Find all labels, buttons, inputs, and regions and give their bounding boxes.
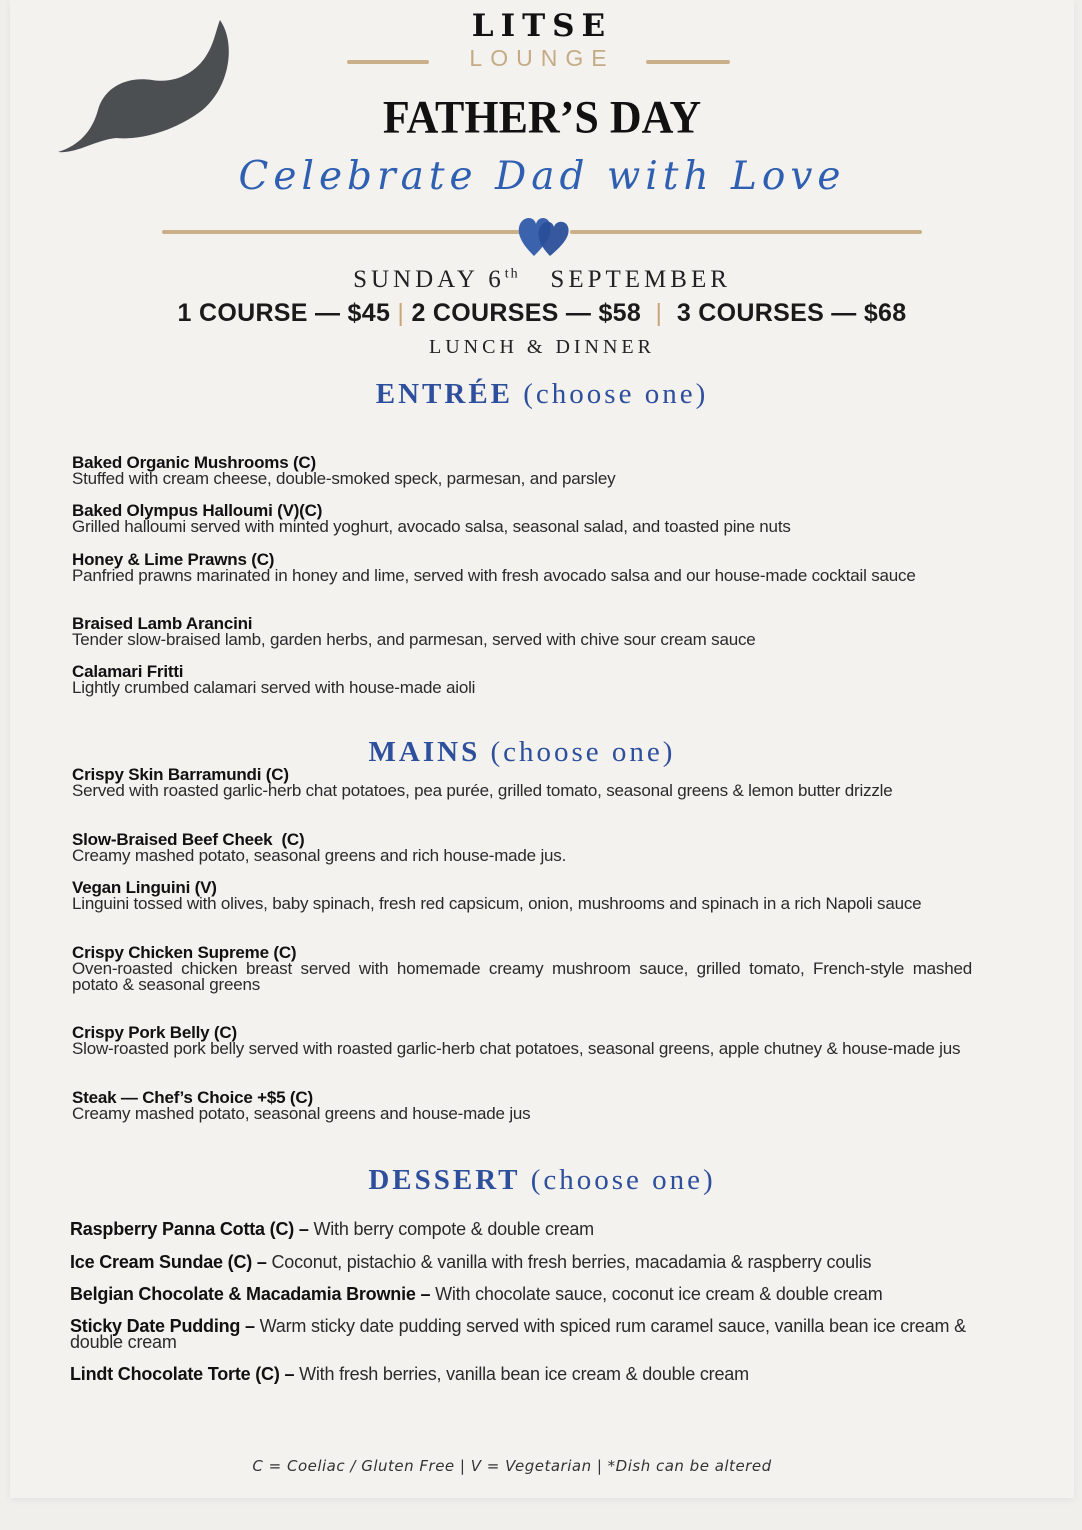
event-date-month: SEPTEMBER <box>550 266 731 293</box>
dessert-item <box>70 1254 975 1270</box>
hearts-icon <box>516 210 574 260</box>
dessert-item-name: Sticky Date Pudding – <box>70 1316 255 1336</box>
menu-item-name: Crispy Skin Barramundi (C) <box>72 765 289 784</box>
dessert-item <box>70 1318 975 1350</box>
price-1-course: 1 COURSE — $45 <box>177 299 391 327</box>
dessert-item-description: Warm sticky date pudding served with spiced rum caramel sauce, vanilla bean ice cream & double cream <box>70 1316 966 1352</box>
menu-item <box>72 616 972 648</box>
menu-item <box>72 1025 972 1057</box>
tagline: Celebrate Dad with Love <box>238 154 846 199</box>
menu-item <box>72 664 972 696</box>
menu-item <box>72 503 972 535</box>
section-heading-entree <box>10 378 1074 411</box>
menu-item-name: Calamari Fritti <box>72 662 184 681</box>
header-divider-left <box>162 230 522 234</box>
menu-item-description: Grilled halloumi served with minted yoghurt, avocado salsa, seasonal salad, and toasted pine nuts <box>72 517 791 536</box>
dessert-item-name: Ice Cream Sundae (C) – <box>70 1252 267 1272</box>
brand-divider-right <box>646 60 730 64</box>
price-separator: | <box>648 299 670 327</box>
menu-item-name: Baked Organic Mushrooms (C) <box>72 453 316 472</box>
dessert-item-name: Lindt Chocolate Torte (C) – <box>70 1364 295 1384</box>
section-hint: (choose one) <box>490 736 676 768</box>
section-title: DESSERT <box>368 1164 521 1196</box>
dessert-item-description: Coconut, pistachio & vanilla with fresh berries, macadamia & raspberry coulis <box>266 1252 872 1272</box>
menu-item <box>72 455 972 487</box>
menu-item <box>72 880 972 912</box>
menu-item-description: Slow-roasted pork belly served with roasted garlic-herb chat potatoes, seasonal greens, apple chutney & house-made jus <box>72 1039 961 1058</box>
brand-name: LITSE <box>471 8 613 44</box>
price-3-courses: 3 COURSES — $68 <box>676 299 907 327</box>
dessert-item <box>70 1221 975 1237</box>
page-title: FATHER’S DAY <box>382 91 702 144</box>
section-title: MAINS <box>368 736 481 768</box>
menu-item-name: Vegan Linguini (V) <box>72 878 217 897</box>
menu-item <box>72 1090 972 1122</box>
pricing-line <box>10 299 1074 328</box>
menu-item-name: Braised Lamb Arancini <box>72 614 253 633</box>
menu-item-description: Stuffed with cream cheese, double-smoked speck, parmesan, and parsley <box>72 469 616 488</box>
event-date <box>10 266 1074 294</box>
menu-item <box>72 767 972 799</box>
section-hint: (choose one) <box>523 378 709 410</box>
dessert-item <box>70 1366 975 1382</box>
menu-item-description: Creamy mashed potato, seasonal greens and rich house-made jus. <box>72 846 567 865</box>
dessert-item-description: With fresh berries, vanilla bean ice cream & double cream <box>294 1364 749 1384</box>
menu-item-name: Crispy Chicken Supreme (C) <box>72 943 297 962</box>
menu-item-description: Oven-roasted chicken breast served with homemade creamy mushroom sauce, grilled tomato, French-style mashed potato & seasonal greens <box>72 959 972 994</box>
menu-item-name: Honey & Lime Prawns (C) <box>72 550 275 569</box>
menu-page <box>10 0 1074 1498</box>
dessert-item <box>70 1286 975 1302</box>
menu-item-name: Crispy Pork Belly (C) <box>72 1023 237 1042</box>
event-date-suffix: th <box>504 266 520 282</box>
menu-item <box>72 832 972 864</box>
menu-item <box>72 552 972 584</box>
menu-item <box>72 945 972 993</box>
menu-item-name: Baked Olympus Halloumi (V)(C) <box>72 501 323 520</box>
brand-subtitle: LOUNGE <box>469 45 615 71</box>
dessert-item-name: Belgian Chocolate & Macadamia Brownie – <box>70 1284 431 1304</box>
dessert-item-name: Raspberry Panna Cotta (C) – <box>70 1219 309 1239</box>
header-divider-right <box>570 230 922 234</box>
menu-item-description: Linguini tossed with olives, baby spinach, fresh red capsicum, onion, mushrooms and spinach in a rich Napoli sauce <box>72 894 922 913</box>
menu-item-description: Lightly crumbed calamari served with house-made aioli <box>72 678 476 697</box>
price-2-courses: 2 COURSES — $58 <box>411 299 642 327</box>
dessert-item-description: With chocolate sauce, coconut ice cream & double cream <box>430 1284 883 1304</box>
event-date-day: SUNDAY 6 <box>353 266 505 293</box>
menu-item-description: Tender slow-braised lamb, garden herbs, and parmesan, served with chive sour cream sauce <box>72 630 756 649</box>
menu-item-description: Creamy mashed potato, seasonal greens and house-made jus <box>72 1104 531 1123</box>
dietary-legend: C = Coeliac / Gluten Free | V = Vegetarian | *Dish can be altered <box>252 1457 772 1475</box>
menu-item-name: Steak — Chef’s Choice +$5 (C) <box>72 1088 313 1107</box>
dessert-item-description: With berry compote & double cream <box>308 1219 594 1239</box>
section-heading-dessert <box>10 1164 1074 1197</box>
price-separator: | <box>397 299 405 327</box>
menu-item-name: Slow-Braised Beef Cheek (C) <box>72 830 305 849</box>
section-hint: (choose one) <box>530 1164 716 1196</box>
service-times: LUNCH & DINNER <box>429 336 655 358</box>
section-title: ENTRÉE <box>375 378 514 410</box>
menu-item-description: Served with roasted garlic-herb chat potatoes, pea purée, grilled tomato, seasonal greens & lemon butter drizzle <box>72 781 893 800</box>
menu-item-description: Panfried prawns marinated in honey and lime, served with fresh avocado salsa and our house-made cocktail sauce <box>72 566 916 585</box>
